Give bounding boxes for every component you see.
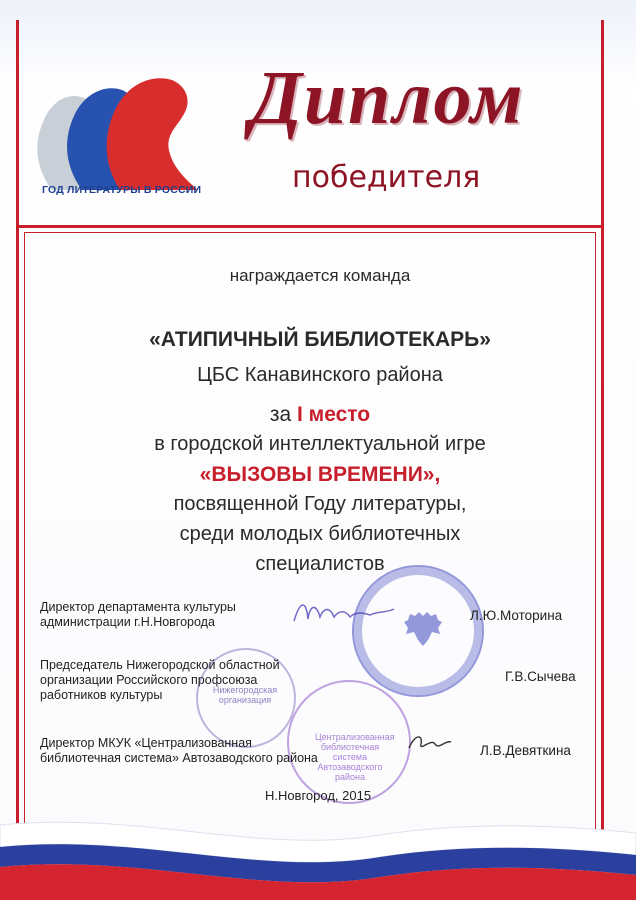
description-line-3: среди молодых библиотечных [179,523,461,545]
organization-name: ЦБС Канавинского района [197,364,443,386]
logo-caption: ГОД ЛИТЕРАТУРЫ В РОССИИ [42,184,202,196]
signatory-1-title-text: Директор департамента культуры администрации г.Н.Новгорода [40,600,236,629]
trade-union-stamp-text: Нижегородская организация [212,685,278,705]
signatory-1-name: Л.Ю.Моторина [470,608,563,623]
frame-left-top [16,20,19,225]
signatory-1-title [40,600,236,630]
description-line-1: в городской интеллектуальной игре [154,433,486,455]
three-profile-heads-icon [22,50,212,200]
place-line [60,403,580,427]
signature-1-icon [290,595,400,630]
signatory-2-name: Г.В.Сычева [505,669,576,684]
signature-3-icon [405,730,455,755]
signatory-3-title-text: Директор МКУК «Централизованная библиотечная система» Автозаводского района [40,736,318,765]
double-headed-eagle-icon [402,610,444,650]
city-year: Н.Новгород, 2015 [264,788,372,803]
signatory-2-title [40,658,280,703]
russian-flag-ribbon-icon [0,815,636,900]
signatory-3-title [40,736,318,766]
place-prefix: за [269,403,298,426]
diploma-title: Диплом [250,56,525,140]
awarded-text: награждается команда [229,266,411,285]
team-name: «АТИПИЧНЫЙ БИБЛИОТЕКАРЬ» [149,328,491,351]
library-system-stamp-text: Централизованная библиотечная система Автозаводского района [315,732,395,782]
game-name: «ВЫЗОВЫ ВРЕМЕНИ», [199,463,441,486]
signatory-3-name: Л.В.Девяткина [480,743,571,758]
place-value: I место [297,403,371,426]
diploma-subtitle: победителя [292,160,481,195]
frame-right-top [601,20,604,225]
description-line-2: посвященной Году литературы, [173,493,467,515]
description-line-4: специалистов [255,553,385,575]
signatory-2-title-text: Председатель Нижегородской областной организации Российского профсоюза работников культуры [40,658,280,702]
